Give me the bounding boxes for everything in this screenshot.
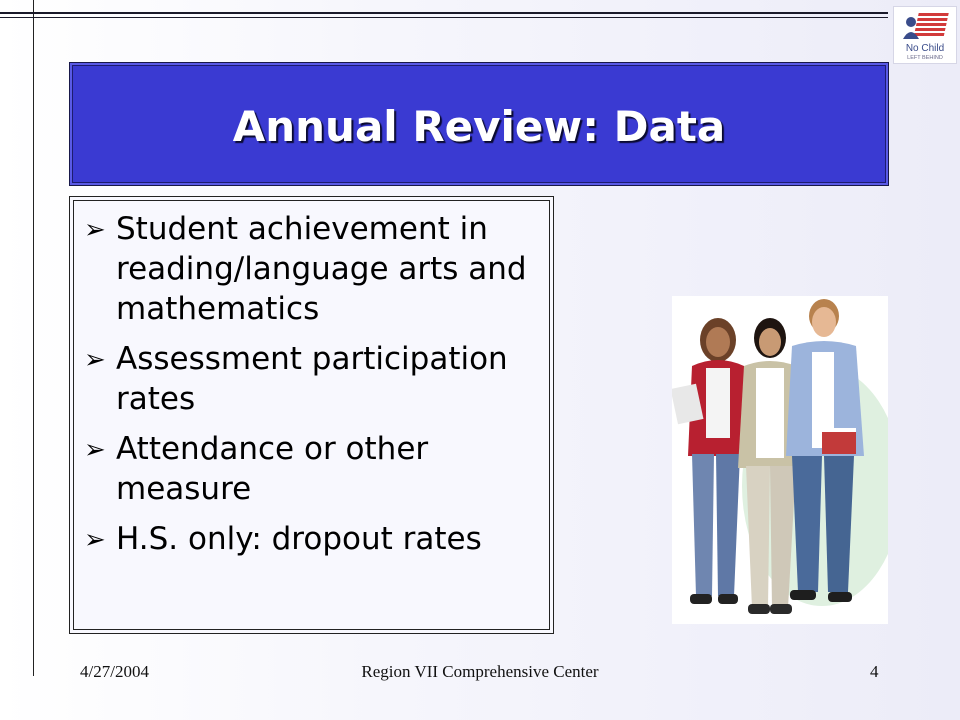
slide-title: Annual Review: Data	[232, 101, 726, 151]
student-left-figure	[672, 318, 748, 604]
bullet-text: Assessment participation rates	[116, 341, 508, 417]
top-rule	[0, 12, 888, 14]
bullet-text: Attendance or other measure	[116, 431, 429, 507]
footer-date: 4/27/2004	[80, 662, 149, 681]
logo-line2: LEFT BEHIND	[907, 55, 943, 61]
footer-title: Region VII Comprehensive Center	[361, 662, 599, 681]
arrow-bullet-icon: ➢	[84, 435, 106, 465]
logo-line1: No Child	[905, 43, 945, 54]
bullet-list	[70, 197, 553, 560]
bullet-text: Student achievement in reading/language arts and mathematics	[116, 211, 527, 327]
bullet-text: H.S. only: dropout rates	[116, 521, 482, 557]
arrow-bullet-icon: ➢	[84, 345, 106, 375]
title-banner	[69, 62, 889, 186]
list-item	[84, 339, 553, 419]
bullet-box	[69, 196, 554, 634]
left-vertical-rule	[33, 0, 34, 676]
arrow-bullet-icon: ➢	[84, 525, 106, 555]
students-photo	[672, 296, 888, 624]
list-item	[84, 519, 553, 560]
list-item	[84, 429, 553, 509]
no-child-left-behind-logo	[893, 6, 957, 64]
list-item	[84, 209, 553, 329]
page-number: 4	[870, 662, 879, 681]
arrow-bullet-icon: ➢	[84, 215, 106, 245]
top-rule-thin	[0, 17, 888, 18]
